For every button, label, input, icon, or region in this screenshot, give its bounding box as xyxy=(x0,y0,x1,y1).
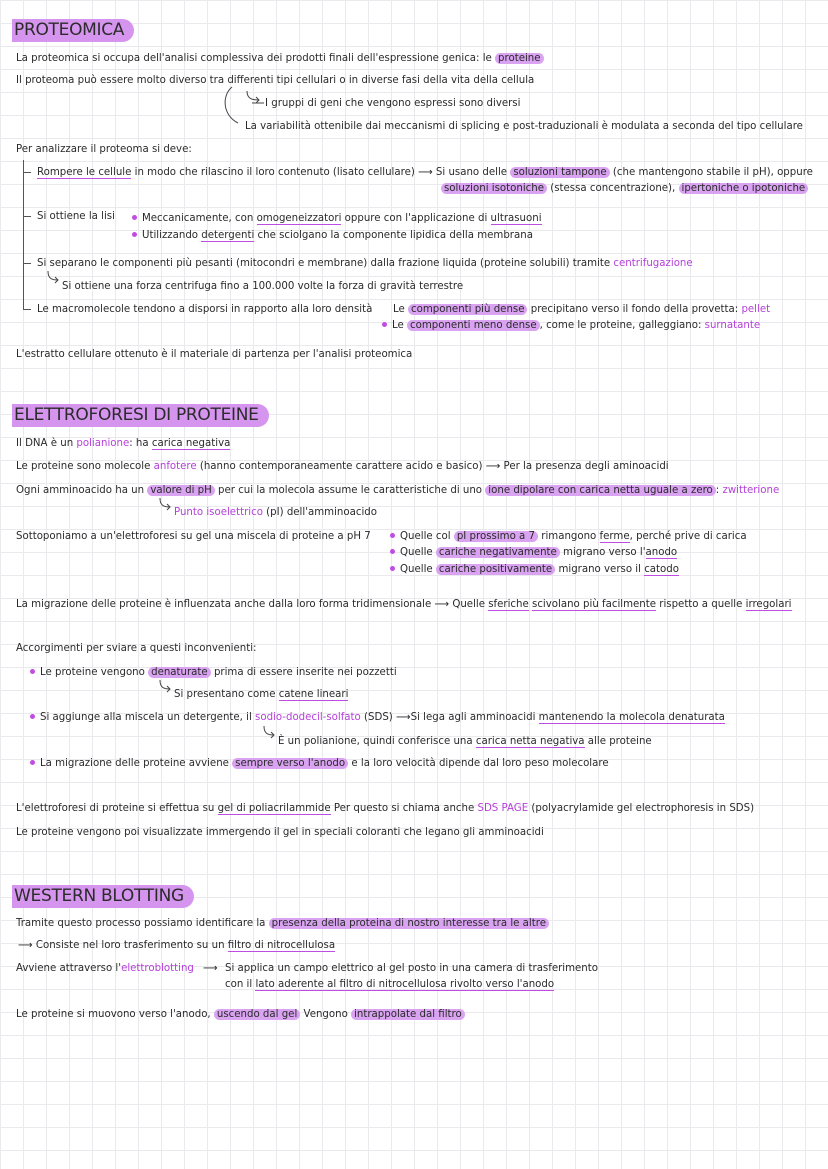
underline: catodo xyxy=(644,564,679,575)
highlight: proteine xyxy=(495,53,543,64)
text: Vengono xyxy=(300,1009,352,1020)
text: La proteomica si occupa dell'analisi complessiva dei prodotti finali dell'espressione genica: le xyxy=(16,53,496,64)
text: Consiste nel loro trasferimento su un xyxy=(32,940,228,951)
text: La migrazione delle proteine è influenzata anche dalla loro forma tridimensionale xyxy=(16,599,435,610)
arrow-icon: ⟶ xyxy=(203,963,218,974)
underline: mantenendo la molecola denaturata xyxy=(538,712,725,723)
text-line: Per analizzare il proteoma si deve: xyxy=(16,144,192,155)
text-line: Le proteine vengono poi visualizzate immergendo il gel in speciali coloranti che legano gli amminoacidi xyxy=(16,827,544,838)
pink-text: elettroblotting xyxy=(121,963,194,974)
tree-branch xyxy=(23,263,31,264)
text-line xyxy=(16,1008,465,1021)
text: in modo che rilascino il loro contenuto (lisato cellulare) xyxy=(131,167,419,178)
text: Meccanicamente, con xyxy=(142,213,257,224)
bullet-icon xyxy=(132,215,137,220)
highlight: presenza della proteina di nostro interesse tra le altre xyxy=(269,918,549,929)
text-line xyxy=(16,437,230,450)
text-line: I gruppi di geni che vengono espressi sono diversi xyxy=(265,98,521,109)
text: Le proteine si muovono verso l'anodo, xyxy=(16,1009,214,1020)
list-item xyxy=(132,229,533,242)
highlight: intrappolate dal filtro xyxy=(351,1009,465,1020)
highlight: componenti più dense xyxy=(408,304,527,315)
list-item xyxy=(30,757,609,770)
text: precipitano verso il fondo della provetta: xyxy=(527,304,742,315)
text: Per la presenza degli aminoacidi xyxy=(500,461,669,472)
text: con il xyxy=(225,979,256,990)
underline: ultrasuoni xyxy=(490,213,542,224)
text: Si separano le componenti più pesanti (mitocondri e membrane) dalla frazione liquida (proteine solubili) tramite xyxy=(37,258,614,269)
pink-text: pellet xyxy=(741,304,771,315)
underline: lato aderente al filtro di nitrocellulosa rivolto verso l'anodo xyxy=(255,979,555,990)
text: Le proteine sono molecole xyxy=(16,461,154,472)
arrow-icon: ⟶ xyxy=(418,167,433,178)
tree-branch xyxy=(23,309,31,310)
list-item xyxy=(30,666,397,679)
text-line: La variabilità ottenibile dai meccanismi di splicing e post-traduzionali è modulata a seconda del tipo cellulare xyxy=(245,121,803,132)
underline: omogeneizzatori xyxy=(256,213,342,224)
text: : ha xyxy=(129,438,152,449)
arrow-icon: ⟶ xyxy=(18,940,33,951)
curved-arrow-icon xyxy=(245,90,265,106)
text: È un polianione, quindi conferisce una xyxy=(278,736,476,747)
highlight: sempre verso l'anodo xyxy=(232,758,348,769)
list-item xyxy=(390,563,679,576)
text-line: Si ottiene una forza centrifuga fino a 100.000 volte la forza di gravità terrestre xyxy=(62,281,464,292)
underline: irregolari xyxy=(745,599,792,610)
text: oppure con l'applicazione di xyxy=(341,213,491,224)
underline: sferiche xyxy=(488,599,529,610)
bullet-icon xyxy=(132,232,137,237)
list-item xyxy=(390,546,677,559)
highlight: pI prossimo a 7 xyxy=(454,531,538,542)
highlight: componenti meno dense xyxy=(407,320,540,331)
text: Le xyxy=(392,320,408,331)
arrow-icon: ⟶ xyxy=(434,599,450,610)
underline: detergenti xyxy=(201,230,255,241)
text: per cui la molecola assume le caratteristiche di uno xyxy=(214,485,486,496)
text: La migrazione delle proteine avviene xyxy=(40,758,233,769)
text-line xyxy=(174,506,377,519)
text: Si usano delle xyxy=(432,167,511,178)
highlight: uscendo dal gel xyxy=(214,1009,300,1020)
text: Quelle xyxy=(400,547,436,558)
text: migrano verso l' xyxy=(559,547,646,558)
text-line xyxy=(225,978,554,991)
underline: ferme xyxy=(599,531,630,542)
bullet-icon xyxy=(30,669,35,674)
pink-text: surnatante xyxy=(704,320,761,331)
curved-arrow-icon xyxy=(46,270,62,286)
underline: catene lineari xyxy=(278,689,349,700)
list-item xyxy=(382,319,760,332)
text-line xyxy=(18,939,335,952)
text: Quelle xyxy=(449,599,489,610)
tree-line xyxy=(23,160,24,310)
underline: carica negativa xyxy=(151,438,231,449)
pink-text: anfotere xyxy=(153,461,197,472)
highlight: ipertoniche o ipotoniche xyxy=(679,183,809,194)
heading-elettroforesi: ELETTROFORESI DI PROTEINE xyxy=(12,404,269,427)
highlight: valore di pH xyxy=(147,485,214,496)
curved-arrow-icon xyxy=(262,725,278,741)
text: rimangono xyxy=(538,531,600,542)
text: prima di essere inserite nei pozzetti xyxy=(210,667,397,678)
text-line xyxy=(16,460,669,473)
text: Utilizzando xyxy=(142,230,202,241)
highlight: denaturate xyxy=(148,667,211,678)
list-item xyxy=(30,711,725,724)
text-line xyxy=(278,735,652,748)
text: Quelle col xyxy=(400,531,454,542)
text-line xyxy=(174,688,348,701)
text-line: Si ottiene la lisi xyxy=(37,211,115,222)
bullet-icon xyxy=(390,566,395,571)
underline: filtro di nitrocellulosa xyxy=(227,940,336,951)
text: Il DNA è un xyxy=(16,438,77,449)
list-item xyxy=(393,303,770,316)
text-line: Accorgimenti per sviare a questi inconvenienti: xyxy=(16,643,257,654)
bullet-icon xyxy=(30,714,35,719)
underline: anodo xyxy=(645,547,678,558)
text: Si lega agli amminoacidi xyxy=(410,712,539,723)
underline: gel di poliacrilammide xyxy=(217,803,331,814)
text: migrano verso il xyxy=(555,564,645,575)
text: (pI) dell'amminoacido xyxy=(262,507,377,518)
curved-arrow-icon xyxy=(158,679,174,695)
text: (hanno contemporaneamente carattere acido e basico) xyxy=(196,461,486,472)
highlight: cariche positivamente xyxy=(436,564,555,575)
highlight: ione dipolare con carica netta uguale a zero xyxy=(485,485,716,496)
text-line xyxy=(16,598,792,611)
text: Tramite questo processo possiamo identificare la xyxy=(16,918,269,929)
pink-text: sodio-dodecil-solfato xyxy=(255,712,361,723)
text: , come le proteine, galleggiano: xyxy=(539,320,705,331)
arrow-icon: ⟶ xyxy=(485,461,501,472)
text: (polyacrylamide gel electrophoresis in SDS) xyxy=(528,803,755,814)
pink-text: zwitterione xyxy=(722,485,780,496)
underline: Rompere le cellule xyxy=(37,167,132,178)
text: Si presentano come xyxy=(174,689,279,700)
highlight: soluzioni tampone xyxy=(510,167,609,178)
text-line xyxy=(37,257,693,270)
list-item xyxy=(390,530,747,543)
text-line xyxy=(37,166,813,179)
text: L'elettroforesi di proteine si effettua su xyxy=(16,803,218,814)
text: Ogni amminoacido ha un xyxy=(16,485,148,496)
text: Le xyxy=(393,304,409,315)
text-line: Si applica un campo elettrico al gel posto in una camera di trasferimento xyxy=(225,963,598,974)
pink-text: polianione xyxy=(76,438,130,449)
list-item xyxy=(132,212,542,225)
text-line xyxy=(16,802,754,815)
pink-text: SDS PAGE xyxy=(477,803,529,814)
tree-branch xyxy=(23,216,31,217)
highlight: cariche negativamente xyxy=(436,547,560,558)
heading-proteomica: PROTEOMICA xyxy=(12,19,134,42)
arrow-icon: ⟶ xyxy=(396,712,411,723)
text: Avviene attraverso l' xyxy=(16,963,122,974)
curved-arrow-icon xyxy=(158,497,174,513)
text: (SDS) xyxy=(360,712,397,723)
text-line: Sottoponiamo a un'elettroforesi su gel una miscela di proteine a pH 7 xyxy=(16,531,371,542)
text: (stessa concentrazione), xyxy=(546,183,679,194)
heading-western-blotting: WESTERN BLOTTING xyxy=(12,885,194,908)
text-line xyxy=(16,962,194,975)
text-line xyxy=(16,52,544,65)
text: : xyxy=(715,485,723,496)
bullet-icon xyxy=(390,533,395,538)
bullet-icon xyxy=(30,760,35,765)
text-line xyxy=(441,182,808,195)
text-line: L'estratto cellulare ottenuto è il materiale di partenza per l'analisi proteomica xyxy=(16,349,413,360)
underline: carica netta negativa xyxy=(475,736,585,747)
bullet-icon xyxy=(390,549,395,554)
text: che sciolgano la componente lipidica della membrana xyxy=(254,230,533,241)
text-line xyxy=(16,484,779,497)
pink-text: centrifugazione xyxy=(613,258,693,269)
tree-branch xyxy=(23,172,31,173)
text-line xyxy=(16,917,549,930)
text: alle proteine xyxy=(584,736,652,747)
text: Quelle xyxy=(400,564,436,575)
text: e la loro velocità dipende dal loro peso molecolare xyxy=(348,758,609,769)
text: Si aggiunge alla miscela un detergente, il xyxy=(40,712,256,723)
text-line: Le macromolecole tendono a disporsi in rapporto alla loro densità xyxy=(37,304,373,315)
text-line: Il proteoma può essere molto diverso tra differenti tipi cellulari o in diverse fasi della vita della cellula xyxy=(16,75,535,86)
text: (che mantengono stabile il pH), oppure xyxy=(609,167,813,178)
text: Le proteine vengono xyxy=(40,667,149,678)
highlight: soluzioni isotoniche xyxy=(441,183,547,194)
text: rispetto a quelle xyxy=(656,599,746,610)
underline: scivolano più facilmente xyxy=(532,599,657,610)
text: , perché prive di carica xyxy=(629,531,747,542)
pink-text: Punto isoelettrico xyxy=(174,507,263,518)
bullet-icon xyxy=(382,322,387,327)
text: Per questo si chiama anche xyxy=(330,803,478,814)
